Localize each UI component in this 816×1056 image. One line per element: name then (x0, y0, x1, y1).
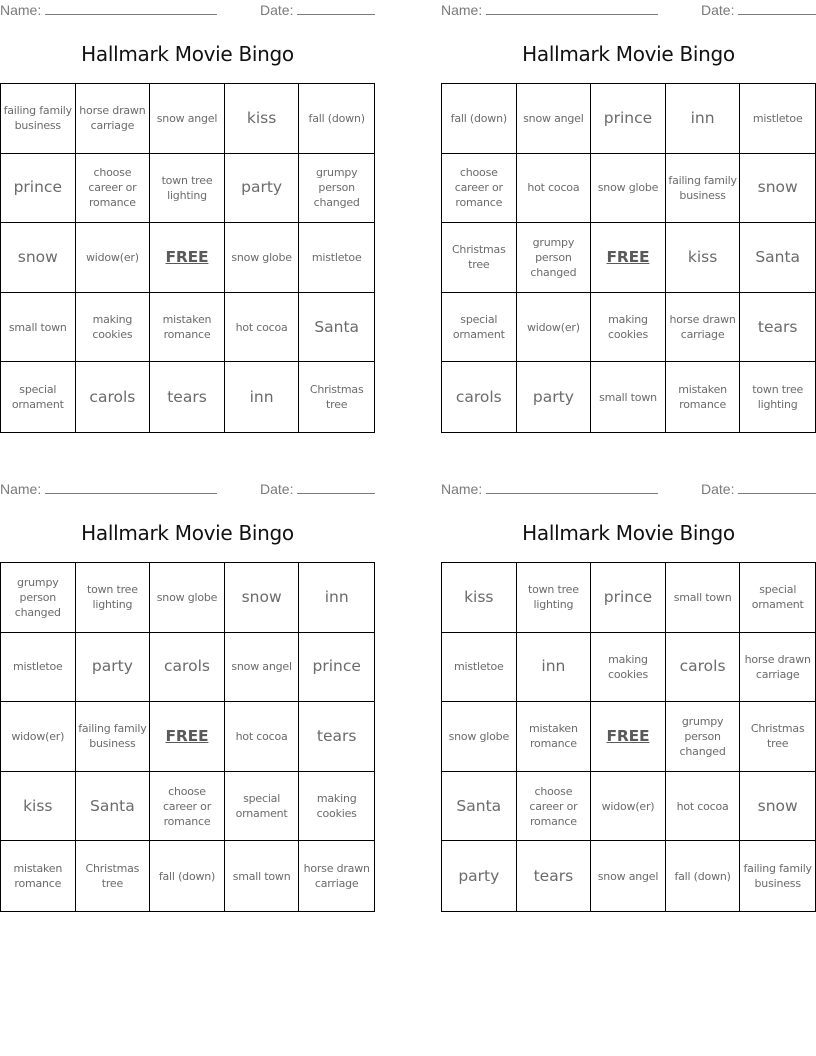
bingo-cell: inn (517, 633, 592, 703)
bingo-cell: horse drawn carriage (740, 633, 815, 703)
bingo-grid (441, 83, 816, 433)
bingo-card-4 (441, 479, 816, 912)
bingo-cell: snow (1, 223, 76, 293)
name-field (0, 481, 217, 497)
name-field (441, 481, 658, 497)
bingo-cell: grumpy person changed (517, 223, 592, 293)
date-field (701, 481, 816, 497)
card-title: Hallmark Movie Bingo (522, 521, 735, 545)
card-header (441, 479, 816, 501)
bingo-cell: inn (299, 563, 374, 633)
bingo-cell: making cookies (591, 633, 666, 703)
bingo-cell: making cookies (591, 293, 666, 363)
card-header (0, 0, 375, 22)
bingo-cell: mistaken romance (517, 702, 592, 772)
date-label: Date: (260, 2, 294, 18)
bingo-cell: kiss (666, 223, 741, 293)
bingo-cell: snow (740, 772, 815, 842)
date-blank-line (738, 481, 816, 494)
date-label: Date: (701, 2, 735, 18)
bingo-cell: party (442, 841, 517, 911)
card-header (0, 479, 375, 501)
bingo-cell: tears (517, 841, 592, 911)
bingo-cell: hot cocoa (225, 702, 300, 772)
bingo-cell: horse drawn carriage (666, 293, 741, 363)
name-blank-line (486, 481, 658, 494)
name-blank-line (45, 481, 217, 494)
bingo-cell: failing family business (666, 154, 741, 224)
name-label: Name: (0, 481, 42, 497)
bingo-cell: kiss (442, 563, 517, 633)
bingo-cell: choose career or romance (150, 772, 225, 842)
bingo-cell: failing family business (743, 862, 812, 891)
bingo-cell: tears (150, 362, 225, 432)
bingo-cell: fall (down) (442, 84, 517, 154)
bingo-cell: snow globe (225, 223, 300, 293)
bingo-cell: failing family business (76, 702, 151, 772)
bingo-cell: mistletoe (740, 84, 815, 154)
bingo-cell: prince (1, 154, 76, 224)
bingo-cell: grumpy person changed (299, 154, 374, 224)
bingo-cell: making cookies (76, 293, 151, 363)
free-space-cell: FREE (591, 223, 666, 293)
free-space-cell: FREE (150, 702, 225, 772)
date-blank-line (297, 481, 375, 494)
bingo-cell: small town (1, 293, 76, 363)
date-label: Date: (701, 481, 735, 497)
bingo-cell: prince (591, 84, 666, 154)
bingo-card-3 (0, 479, 375, 912)
bingo-cell: fall (down) (299, 84, 374, 154)
bingo-cell: choose career or romance (442, 154, 517, 224)
bingo-cell: Santa (76, 772, 151, 842)
bingo-cell: small town (591, 362, 666, 432)
bingo-cell: kiss (225, 84, 300, 154)
bingo-cell: inn (225, 362, 300, 432)
bingo-cell: snow angel (517, 84, 592, 154)
bingo-grid (0, 83, 375, 433)
bingo-cell: choose career or romance (76, 154, 151, 224)
bingo-cell: party (76, 633, 151, 703)
bingo-cell: kiss (1, 772, 76, 842)
bingo-grid (441, 562, 816, 912)
bingo-cell: grumpy person changed (1, 563, 76, 633)
bingo-cell: failing family business (1, 84, 76, 154)
bingo-cell: snow globe (442, 702, 517, 772)
bingo-cell: small town (666, 563, 741, 633)
name-label: Name: (441, 481, 483, 497)
bingo-cell: hot cocoa (225, 293, 300, 363)
bingo-cell: mistaken romance (666, 362, 741, 432)
bingo-cell: town tree lighting (150, 154, 225, 224)
bingo-cell: tears (299, 702, 374, 772)
bingo-cell: inn (666, 84, 741, 154)
bingo-cell: special ornament (225, 772, 300, 842)
card-title: Hallmark Movie Bingo (81, 42, 294, 66)
free-space-cell: FREE (150, 223, 225, 293)
bingo-grid (0, 562, 375, 912)
bingo-cell: snow (740, 154, 815, 224)
bingo-cell: Santa (740, 223, 815, 293)
card-title: Hallmark Movie Bingo (522, 42, 735, 66)
bingo-cell: snow (225, 563, 300, 633)
bingo-cell: party (517, 362, 592, 432)
bingo-cell: town tree lighting (517, 563, 592, 633)
bingo-cell: carols (442, 362, 517, 432)
bingo-cell: Christmas tree (76, 841, 151, 911)
bingo-cell: hot cocoa (666, 772, 741, 842)
name-label: Name: (0, 2, 42, 18)
bingo-card-2 (441, 0, 816, 433)
bingo-cell: fall (down) (150, 841, 225, 911)
date-field (260, 481, 375, 497)
card-title: Hallmark Movie Bingo (81, 521, 294, 545)
bingo-cell: Christmas tree (740, 702, 815, 772)
bingo-cell: party (225, 154, 300, 224)
bingo-cell: small town (225, 841, 300, 911)
bingo-cell: Christmas tree (309, 383, 364, 412)
bingo-cell: carols (666, 633, 741, 703)
bingo-cell: making cookies (299, 772, 374, 842)
bingo-cell: snow globe (591, 154, 666, 224)
bingo-card-1 (0, 0, 375, 433)
bingo-cell: prince (591, 563, 666, 633)
date-field (260, 2, 375, 18)
name-blank-line (486, 2, 658, 15)
bingo-cell: town tree lighting (752, 383, 804, 412)
bingo-cell: horse drawn carriage (303, 862, 370, 891)
bingo-cell: fall (down) (666, 841, 741, 911)
bingo-cell: prince (299, 633, 374, 703)
bingo-cell: carols (76, 362, 151, 432)
name-field (441, 2, 658, 18)
bingo-cell: mistletoe (1, 633, 76, 703)
bingo-cell: mistletoe (299, 223, 374, 293)
bingo-cell: town tree lighting (76, 563, 151, 633)
bingo-cell: widow(er) (591, 772, 666, 842)
bingo-cell: carols (150, 633, 225, 703)
bingo-cell: snow angel (150, 84, 225, 154)
free-space-cell: FREE (591, 702, 666, 772)
bingo-cell: Santa (442, 772, 517, 842)
name-blank-line (45, 2, 217, 15)
bingo-cell: Christmas tree (442, 223, 517, 293)
bingo-cell: tears (740, 293, 815, 363)
date-blank-line (738, 2, 816, 15)
bingo-cell: grumpy person changed (666, 702, 741, 772)
bingo-cell: snow angel (225, 633, 300, 703)
date-field (701, 2, 816, 18)
bingo-cell: widow(er) (517, 293, 592, 363)
bingo-cell: snow angel (591, 841, 666, 911)
bingo-cell: mistaken romance (1, 841, 76, 911)
bingo-cell: mistaken romance (150, 293, 225, 363)
bingo-cell: special ornament (740, 563, 815, 633)
name-field (0, 2, 217, 18)
name-label: Name: (441, 2, 483, 18)
bingo-cell: snow globe (150, 563, 225, 633)
bingo-cell: choose career or romance (517, 772, 592, 842)
date-label: Date: (260, 481, 294, 497)
card-header (441, 0, 816, 22)
bingo-cell: hot cocoa (517, 154, 592, 224)
bingo-cell: special ornament (1, 362, 76, 432)
bingo-cell: horse drawn carriage (76, 84, 151, 154)
date-blank-line (297, 2, 375, 15)
bingo-cell: mistletoe (442, 633, 517, 703)
bingo-cell: widow(er) (76, 223, 151, 293)
bingo-cell: Santa (299, 293, 374, 363)
bingo-cell: special ornament (442, 293, 517, 363)
bingo-cell: widow(er) (1, 702, 76, 772)
